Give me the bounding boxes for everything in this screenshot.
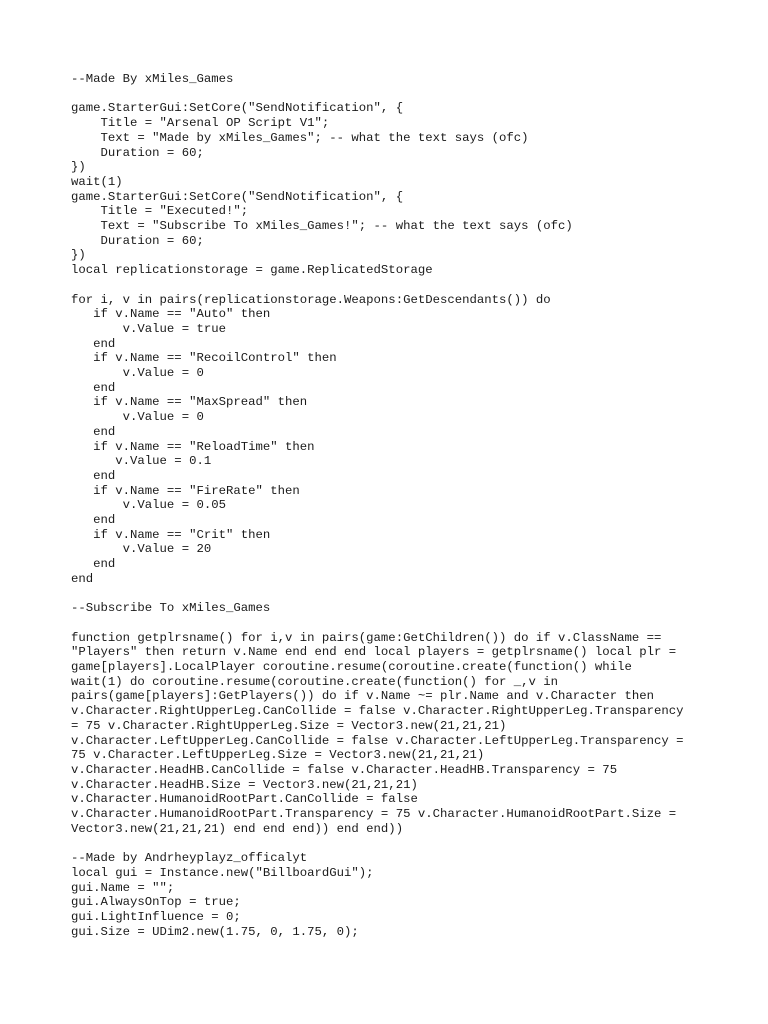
code-line: end [71,424,116,439]
code-line: v.Character.LeftUpperLeg.CanCollide = false v.Character.LeftUpperLeg.Transparency = [71,733,684,748]
code-line: function getplrsname() for i,v in pairs(game:GetChildren()) do if v.ClassName == [71,630,662,645]
code-line: end [71,557,116,572]
code-line [71,587,711,602]
code-line: v.Value = 0.1 [71,454,212,469]
code-line: gui.Size = UDim2.new(1.75, 0, 1.75, 0); [71,924,359,939]
code-line: end [71,468,116,483]
code-line: gui.Name = ""; [71,880,175,895]
code-line: if v.Name == "Crit" then [71,527,271,542]
code-line: Duration = 60; [71,145,204,160]
code-line: v.Value = 0 [71,366,204,381]
code-line: wait(1) do coroutine.resume(coroutine.create(function() for _,v in [71,674,559,689]
code-line: Vector3.new(21,21,21) end end end)) end end)) [71,821,404,836]
code-line: v.Value = 0.05 [71,498,226,513]
code-line: gui.AlwaysOnTop = true; [71,895,241,910]
code-line: v.Value = 20 [71,542,212,557]
code-line: v.Value = 0 [71,410,204,425]
code-line: if v.Name == "ReloadTime" then [71,439,315,454]
code-line: --Made by Andrheyplayz_officalyt [71,851,308,866]
code-line: gui.LightInfluence = 0; [71,910,241,924]
code-line: 75 v.Character.LeftUpperLeg.Size = Vector3.new(21,21,21) [71,748,485,763]
code-line: v.Character.HeadHB.Size = Vector3.new(21,21,21) [71,777,418,792]
code-line: if v.Name == "RecoilControl" then [71,351,337,366]
code-line: if v.Name == "FireRate" then [71,483,300,498]
code-line: = 75 v.Character.RightUpperLeg.Size = Vector3.new(21,21,21) [71,718,507,733]
code-line: }) [71,248,86,263]
code-line: end [71,380,116,395]
code-line: Text = "Made by xMiles_Games"; -- what the text says (ofc) [71,130,529,145]
code-line: Text = "Subscribe To xMiles_Games!"; -- what the text says (ofc) [71,219,573,234]
code-line: end [71,513,116,528]
code-line: v.Character.HeadHB.CanCollide = false v.Character.HeadHB.Transparency = 75 [71,762,618,777]
code-line: game[players].LocalPlayer coroutine.resume(coroutine.create(function() while [71,660,632,675]
code-line: v.Character.HumanoidRootPart.Transparency = 75 v.Character.HumanoidRootPart.Size = [71,807,677,822]
code-line: v.Character.RightUpperLeg.CanCollide = false v.Character.RightUpperLeg.Transparency [71,704,684,719]
code-line: }) [71,160,86,175]
code-line: end [71,336,116,351]
code-line [71,87,711,102]
code-line: v.Character.HumanoidRootPart.CanCollide = false [71,792,418,807]
code-line: for i, v in pairs(replicationstorage.Weapons:GetDescendants()) do [71,292,551,307]
code-line: Title = "Executed!"; [71,204,249,219]
code-line: game.StarterGui:SetCore("SendNotification", { [71,189,404,204]
code-line: wait(1) [71,174,123,189]
code-line: "Players" then return v.Name end end end local players = getplrsname() local plr = [71,645,677,660]
code-line: local gui = Instance.new("BillboardGui"); [71,865,374,880]
code-line: if v.Name == "Auto" then [71,307,271,322]
code-line [71,616,711,631]
code-line [71,837,711,852]
code-line: pairs(game[players]:GetPlayers()) do if v.Name ~= plr.Name and v.Character then [71,689,654,704]
code-line [71,278,711,293]
code-line: game.StarterGui:SetCore("SendNotification", { [71,101,404,116]
code-line: Duration = 60; [71,233,204,248]
script-text-block [71,72,711,939]
code-line: --Subscribe To xMiles_Games [71,601,271,616]
code-line: if v.Name == "MaxSpread" then [71,395,308,410]
code-line: v.Value = true [71,321,226,336]
code-line: --Made By xMiles_Games [71,72,234,86]
code-line: end [71,571,94,586]
code-line: local replicationstorage = game.ReplicatedStorage [71,263,433,278]
code-line: Title = "Arsenal OP Script V1"; [71,116,330,131]
